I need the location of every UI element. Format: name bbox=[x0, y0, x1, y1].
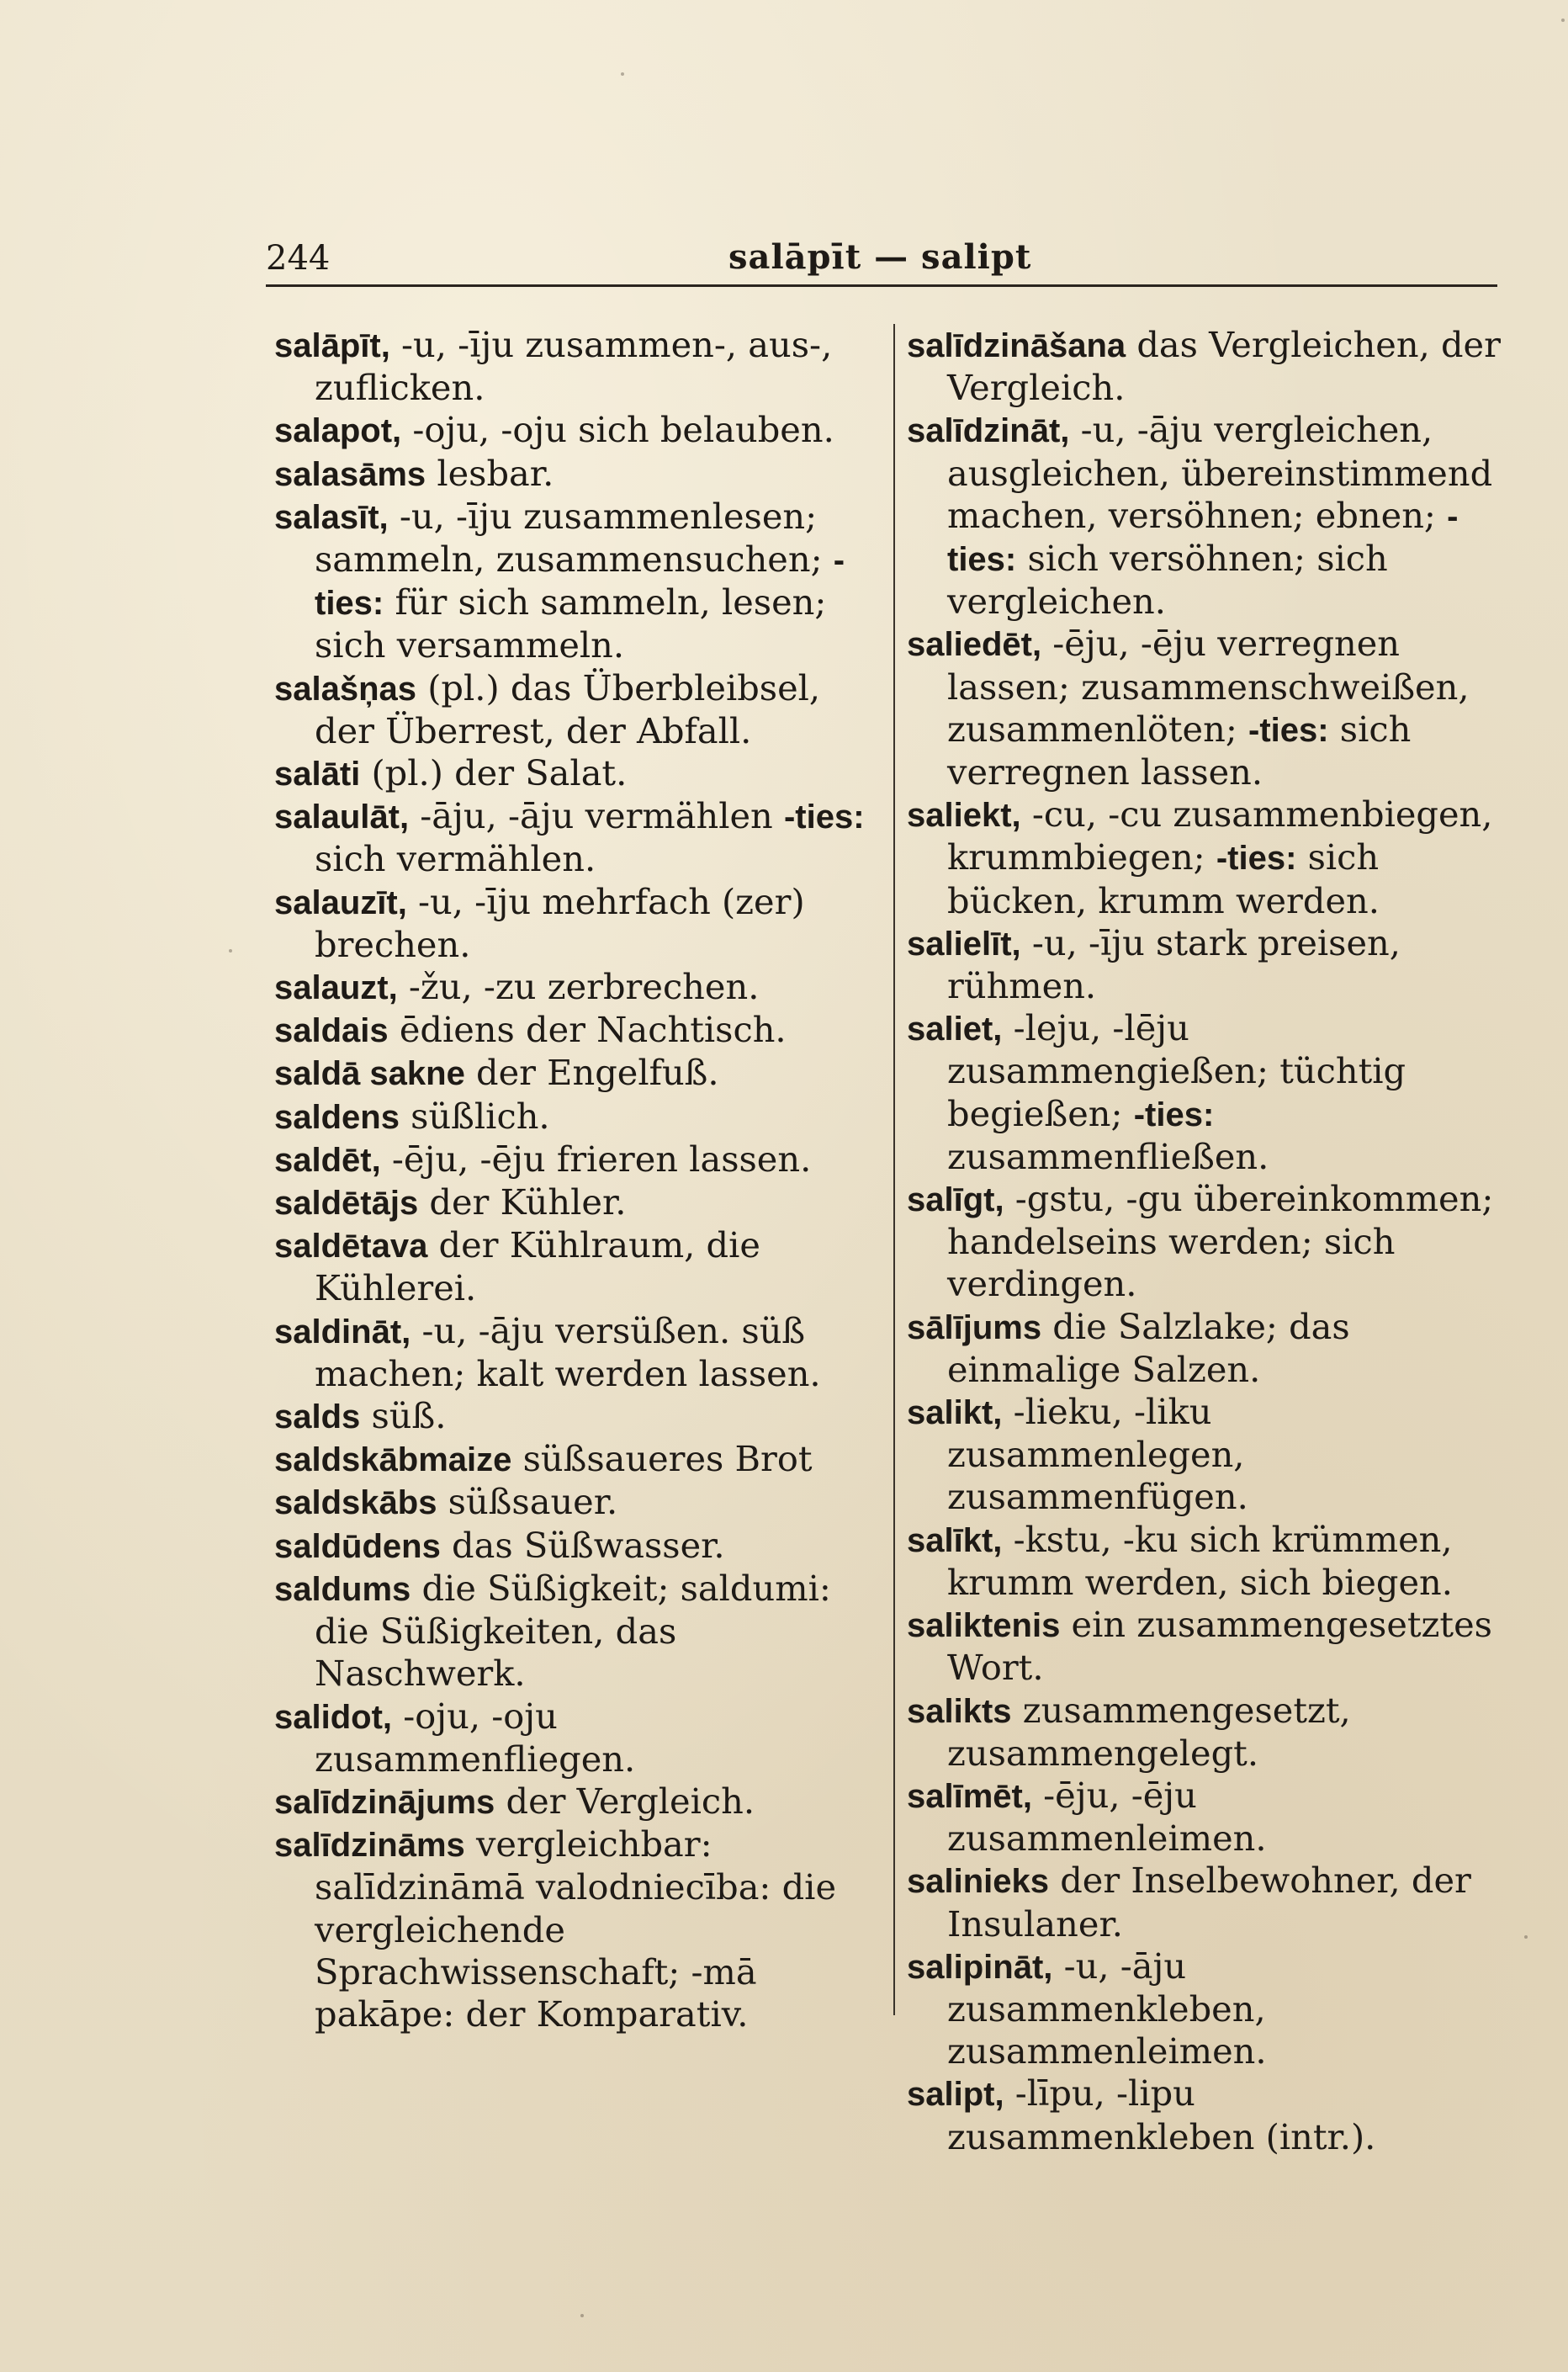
entry-definition: der Kühler. bbox=[418, 1181, 627, 1223]
entry-definition: -oju, -oju zusammenfliegen. bbox=[315, 1695, 636, 1780]
entry-headword: salīdzinājums bbox=[274, 1783, 495, 1821]
paper-speck bbox=[1561, 19, 1565, 22]
entry-definition: der Vergleich. bbox=[495, 1780, 755, 1822]
entry-subdefinition: sich vermählen. bbox=[315, 838, 596, 880]
entry-definition: zusammengesetzt, zusammengelegt. bbox=[947, 1689, 1351, 1774]
entry-headword: salāti bbox=[274, 756, 361, 793]
dictionary-entry bbox=[274, 752, 880, 795]
entry-definition: -kstu, -ku sich krümmen, krumm werden, sich biegen. bbox=[947, 1518, 1453, 1603]
entry-definition: -u, -īju mehrfach (zer) brechen. bbox=[315, 880, 805, 965]
entry-headword: salasāms bbox=[274, 455, 426, 493]
entry-definition: -lieku, -liku zusammenlegen, zusammenfügen. bbox=[947, 1391, 1248, 1518]
entry-subheadword: -ties: bbox=[1216, 840, 1297, 878]
dictionary-entry bbox=[274, 496, 880, 667]
entry-definition: -žu, -zu zerbrechen. bbox=[397, 966, 760, 1008]
entry-definition: -u, -āju vergleichen, ausgleichen, übereinstimmend machen, versöhnen; ebnen; bbox=[947, 409, 1493, 536]
entry-headword: salipt, bbox=[907, 2076, 1004, 2114]
dictionary-entry bbox=[907, 1945, 1512, 2073]
dictionary-entry bbox=[274, 1052, 880, 1095]
entry-definition: -u, -īju zusammen-, aus-, zuflicken. bbox=[315, 324, 833, 409]
entry-definition: -u, -īju stark preisen, rühmen. bbox=[947, 921, 1401, 1007]
entry-headword: salīkt, bbox=[907, 1521, 1003, 1559]
entry-headword: saldais bbox=[274, 1012, 389, 1050]
entry-definition: -u, -īju zusammenlesen; sammeln, zusammensuchen; bbox=[315, 495, 834, 581]
entry-definition: die Salzlake; das einmalige Salzen. bbox=[947, 1305, 1350, 1390]
paper-speck bbox=[580, 2314, 584, 2317]
entry-headword: salaulāt, bbox=[274, 799, 410, 836]
entry-headword: saliet, bbox=[907, 1011, 1003, 1048]
dictionary-entry bbox=[274, 1224, 880, 1309]
entry-definition: der Engelfuß. bbox=[464, 1052, 719, 1094]
dictionary-entry bbox=[274, 1096, 880, 1138]
entry-headword: sālījums bbox=[907, 1308, 1042, 1346]
dictionary-entry bbox=[274, 453, 880, 496]
entry-definition: ēdiens der Nachtisch. bbox=[388, 1009, 787, 1051]
entry-headword: salidot, bbox=[274, 1698, 393, 1736]
entry-headword: salds bbox=[274, 1398, 361, 1436]
entry-definition: -āju, -āju vermählen bbox=[409, 795, 784, 837]
paper-speck bbox=[229, 949, 232, 953]
paper-speck bbox=[621, 72, 624, 76]
dictionary-entry bbox=[907, 1178, 1512, 1306]
entry-definition: süßlich. bbox=[399, 1095, 550, 1137]
entry-headword: salašņas bbox=[274, 670, 417, 708]
entry-headword: saliktenis bbox=[907, 1607, 1061, 1645]
entry-headword: salīgt, bbox=[907, 1181, 1004, 1219]
entry-headword: saldētava bbox=[274, 1228, 428, 1266]
dictionary-entry bbox=[274, 1310, 880, 1395]
entry-definition: -u, -āju versüßen. süß machen; kalt werden lassen. bbox=[315, 1309, 821, 1394]
dictionary-entry bbox=[274, 1568, 880, 1695]
dictionary-entry bbox=[907, 1306, 1512, 1391]
dictionary-entry bbox=[907, 324, 1512, 409]
entry-headword: salīdzināms bbox=[274, 1827, 465, 1865]
dictionary-entry bbox=[274, 795, 880, 880]
entry-headword: saldināt, bbox=[274, 1313, 411, 1351]
dictionary-entry bbox=[907, 1519, 1512, 1604]
entry-headword: saldēt, bbox=[274, 1141, 381, 1179]
entry-definition: der Kühlraum, die Kühlerei. bbox=[315, 1224, 760, 1309]
entry-definition: -u, -āju zusammenkleben, zusammenleimen. bbox=[947, 1945, 1267, 2072]
dictionary-entry bbox=[907, 1775, 1512, 1860]
entry-subheadword: -ties: bbox=[783, 799, 865, 836]
dictionary-entry bbox=[274, 1395, 880, 1438]
dictionary-entry bbox=[907, 922, 1512, 1007]
page-number: 244 bbox=[266, 239, 331, 278]
entry-headword: salauzīt, bbox=[274, 884, 407, 921]
dictionary-entry bbox=[907, 409, 1512, 623]
entry-definition: -cu, -cu zusammenbiegen, krummbiegen; bbox=[947, 793, 1493, 878]
entry-definition: die Süßigkeit; saldumi: die Süßigkeiten, das Naschwerk. bbox=[315, 1567, 831, 1695]
entry-headword: saldskābmaize bbox=[274, 1441, 512, 1479]
dictionary-entry bbox=[274, 1481, 880, 1524]
left-column bbox=[274, 324, 880, 2035]
entry-subheadword: -ties: bbox=[315, 542, 845, 623]
entry-definition: -oju, -oju sich belauben. bbox=[401, 409, 834, 451]
entry-headword: saliedēt, bbox=[907, 626, 1042, 664]
entry-headword: saldums bbox=[274, 1570, 411, 1608]
entry-headword: saldens bbox=[274, 1098, 400, 1136]
dictionary-entry bbox=[907, 1860, 1512, 1945]
entry-headword: salielīt, bbox=[907, 925, 1021, 963]
entry-definition: -ēju, -ēju frieren lassen. bbox=[380, 1138, 812, 1180]
entry-headword: saliekt, bbox=[907, 797, 1021, 835]
dictionary-entry bbox=[907, 2072, 1512, 2157]
entry-definition: -ēju, -ēju zusammenleimen. bbox=[947, 1774, 1267, 1860]
dictionary-entry bbox=[274, 1823, 880, 2035]
dictionary-entry bbox=[907, 1007, 1512, 1178]
entry-definition: -gstu, -gu übereinkommen; handelseins werden; sich verdingen. bbox=[947, 1178, 1494, 1305]
entry-subheadword: -ties: bbox=[1133, 1096, 1215, 1133]
entry-definition: ein zusammengesetztes Wort. bbox=[947, 1604, 1492, 1689]
column-divider bbox=[893, 324, 895, 2015]
entry-definition: -leju, -lēju zusammengießen; tüchtig begießen; bbox=[947, 1007, 1406, 1134]
dictionary-entry bbox=[274, 409, 880, 452]
entry-definition: (pl.) das Überbleibsel, der Überrest, der Abfall. bbox=[315, 666, 821, 751]
entry-headword: salikts bbox=[907, 1692, 1012, 1730]
entry-headword: salīdzināšana bbox=[907, 327, 1126, 364]
right-column bbox=[907, 324, 1512, 2158]
dictionary-entry bbox=[274, 1138, 880, 1181]
entry-subdefinition: zusammenfließen. bbox=[947, 1135, 1269, 1177]
entry-subheadword: -ties: bbox=[947, 497, 1459, 579]
paper-speck bbox=[1524, 1935, 1528, 1939]
entry-headword: salauzt, bbox=[274, 969, 398, 1007]
entry-headword: saldētājs bbox=[274, 1185, 419, 1223]
dictionary-entry bbox=[274, 881, 880, 966]
entry-definition: -ēju, -ēju verregnen lassen; zusammenschweißen, zusammenlöten; bbox=[947, 623, 1470, 750]
entry-definition: süßsaueres Brot bbox=[511, 1438, 813, 1480]
dictionary-entry bbox=[274, 1009, 880, 1052]
entry-subdefinition: für sich sammeln, lesen; sich versammeln. bbox=[315, 581, 827, 666]
entry-headword: salīdzināt, bbox=[907, 412, 1070, 450]
entry-headword: salasīt, bbox=[274, 498, 389, 536]
entry-definition: das Süßwasser. bbox=[440, 1524, 725, 1566]
entry-headword: salikt, bbox=[907, 1394, 1003, 1432]
dictionary-entry bbox=[274, 1181, 880, 1224]
running-head: salāpīt — salipt bbox=[728, 237, 1032, 277]
entry-subdefinition: sich versöhnen; sich vergleichen. bbox=[947, 538, 1388, 623]
entry-headword: saldskābs bbox=[274, 1484, 437, 1522]
dictionary-entry bbox=[907, 1604, 1512, 1689]
dictionary-entry bbox=[274, 324, 880, 409]
entry-definition: süß. bbox=[360, 1395, 447, 1437]
dictionary-entry bbox=[274, 1695, 880, 1780]
entry-subdefinition: sich verregnen lassen. bbox=[947, 708, 1412, 793]
dictionary-entry bbox=[274, 1525, 880, 1568]
entry-definition: -līpu, -lipu zusammenkleben (intr.). bbox=[947, 2072, 1376, 2157]
entry-headword: salipināt, bbox=[907, 1948, 1053, 1986]
page-header bbox=[266, 234, 1497, 287]
entry-headword: salapot, bbox=[274, 412, 402, 450]
dictionary-entry bbox=[907, 1690, 1512, 1775]
entry-definition: süßsauer. bbox=[437, 1481, 618, 1523]
entry-definition: (pl.) der Salat. bbox=[360, 752, 628, 794]
entry-headword: salīmēt, bbox=[907, 1777, 1032, 1815]
entry-definition: der Inselbewohner, der Insulaner. bbox=[947, 1860, 1471, 1945]
entry-headword: salāpīt, bbox=[274, 327, 390, 364]
dictionary-entry bbox=[907, 1391, 1512, 1519]
entry-subheadword: -ties: bbox=[1248, 711, 1329, 749]
dictionary-entry bbox=[274, 1780, 880, 1823]
dictionary-entry bbox=[907, 793, 1512, 922]
entry-definition: lesbar. bbox=[426, 452, 554, 494]
dictionary-entry bbox=[907, 623, 1512, 793]
entry-headword: salinieks bbox=[907, 1863, 1050, 1901]
entry-headword: saldā sakne bbox=[274, 1055, 465, 1093]
entry-headword: saldūdens bbox=[274, 1527, 441, 1565]
entry-subdefinition: sich bücken, krumm werden. bbox=[947, 836, 1380, 921]
dictionary-entry bbox=[274, 667, 880, 752]
dictionary-entry bbox=[274, 966, 880, 1009]
dictionary-entry bbox=[274, 1438, 880, 1481]
entry-definition: das Vergleichen, der Vergleich. bbox=[947, 324, 1501, 409]
entry-definition: vergleichbar: salīdzināmā valodniecība: die vergleichende Sprachwissenschaft; -mā pakāpe: der Komparativ. bbox=[315, 1823, 837, 2035]
